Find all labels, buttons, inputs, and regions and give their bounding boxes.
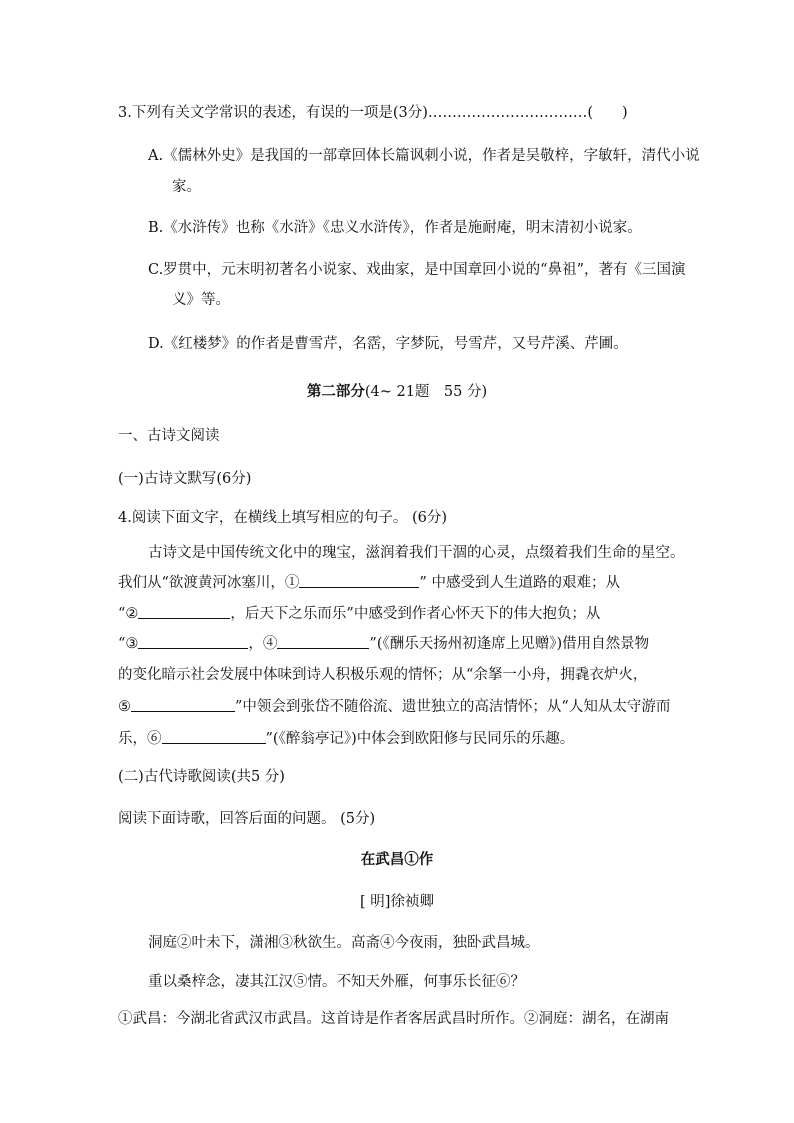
poem-author: [ 明]徐祯卿 [360,894,434,910]
part2-header [0,382,794,402]
q3-option-a-cont: 家。 [172,179,201,195]
poem-line-1: 洞庭②叶未下，潇湘③秋欲生。高斋④今夜雨，独卧武昌城。 [148,935,540,951]
part2-range: (4~ 21题 55 分) [364,384,488,400]
section-heading: 一、古诗文阅读 [118,428,220,444]
answer-blank-4[interactable] [277,634,369,649]
answer-blank-2[interactable] [138,604,230,619]
answer-blank-3[interactable] [138,634,248,649]
subsection-heading-2: (二)古代诗歌阅读(共5 分) [118,769,285,785]
poem-title: 在武昌①作 [360,851,434,868]
q5-stem: 阅读下面诗歌，回答后面的问题。 (5分) [118,811,376,827]
q3-option-a: A.《儒林外史》是我国的一部章回体长篇讽刺小说，作者是吴敬梓，字敏轩，清代小说 [148,148,700,164]
poem-line-2: 重以桑梓念，凄其江汉⑤情。不知天外雁，何事乐长征⑥？ [148,974,525,990]
q4-passage-line: 乐，⑥ ”(《醉翁亭记》)中体会到欧阳修与民同乐的乐趣。 [118,731,575,747]
subsection-heading-1: (一)古诗文默写(6分) [118,471,252,487]
q4-passage-line: ⑤ ”中领会到张岱不随俗流、遗世独立的高洁情怀；从“人知从太守游而 [118,699,671,715]
part2-title: 第二部分 [306,383,365,400]
footnote: ①武昌：今湖北省武汉市武昌。这首诗是作者客居武昌时所作。②洞庭：湖名，在湖南 [118,1011,669,1027]
q3-option-d: D.《红楼梦》的作者是曹雪芹，名霑，字梦阮，号雪芹，又号芹溪、芹圃。 [148,336,628,352]
q3-option-c: C.罗贯中，元末明初著名小说家、戏曲家，是中国章回小说的“鼻祖”，著有《三国演 [148,262,686,278]
q4-stem: 4.阅读下面文字，在横线上填写相应的句子。 (6分) [118,510,447,526]
q4-passage-line: “② ，后天下之乐而乐”中感受到作者心怀天下的伟大抱负；从 [118,606,601,622]
q4-passage-line: 古诗文是中国传统文化中的瑰宝，滋润着我们干涸的心灵，点缀着我们生命的星空。 [148,545,685,561]
q4-passage-line: 我们从“欲渡黄河冰塞川，① ” 中感受到人生道路的艰难；从 [118,575,620,591]
q4-passage-line: “③ ，④ ”(《酬乐天扬州初逢席上见赠》)借用自然景物 [118,636,650,652]
q3-option-c-cont: 义》等。 [172,292,230,308]
q3-stem: 3.下列有关文学常识的表述，有误的一项是(3分)……………………………( ) [118,105,628,121]
answer-blank-1[interactable] [299,573,419,588]
answer-blank-6[interactable] [162,729,266,744]
q4-passage-line: 的变化暗示社会发展中体味到诗人积极乐观的情怀；从“余拏一小舟，拥毳衣炉火， [118,667,648,683]
answer-blank-5[interactable] [131,697,235,712]
q3-option-b: B.《水浒传》也称《水浒》《忠义水浒传》，作者是施耐庵，明末清初小说家。 [148,220,642,236]
